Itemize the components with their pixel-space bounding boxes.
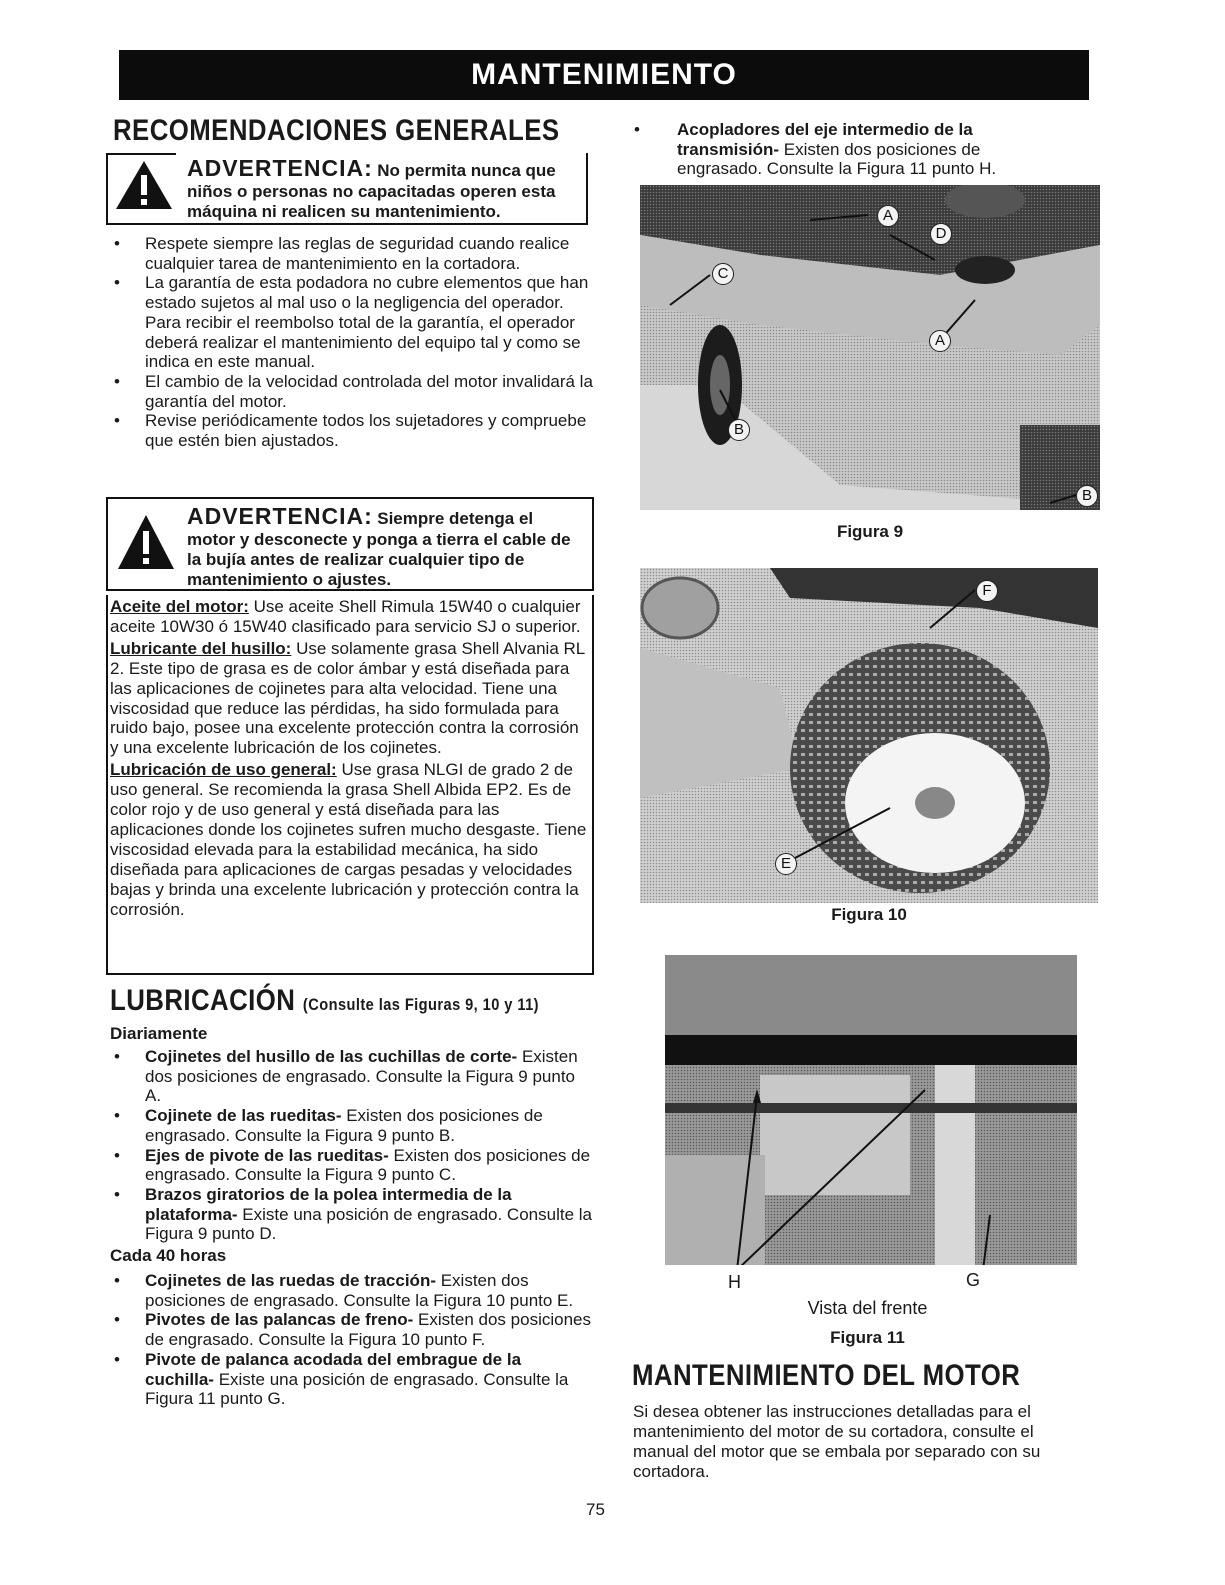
callout-a: A	[929, 330, 951, 352]
mower-deck-illustration	[640, 185, 1100, 510]
lubricant-specs-box	[106, 595, 594, 975]
list-item: • El cambio de la velocidad controlada del motor invalidará la garantía del motor.	[108, 372, 593, 411]
spindle-lube-paragraph	[108, 637, 592, 758]
callout-e: E	[775, 853, 797, 875]
callout-f: F	[976, 580, 998, 602]
list-item: • Brazos giratorios de la polea intermedia de la plataforma- Existe una posición de engrasado. Consulte la Figura 9 punto D.	[108, 1185, 593, 1244]
warning-label: ADVERTENCIA:	[187, 155, 373, 181]
callout-d: D	[930, 223, 952, 245]
list-item: • La garantía de esta podadora no cubre elementos que han estado sujetos al mal uso o la negligencia del operador. Para recibir el reembolso total de la garantía, el operador deberá realizar el mantenimiento del equipo tal y como se indica en este manual.	[108, 273, 593, 372]
general-recommendations-heading: RECOMENDACIONES GENERALES	[113, 114, 560, 147]
warning-label: ADVERTENCIA:	[187, 503, 373, 529]
warning-lead: No permita nunca que	[377, 161, 556, 180]
callout-b: B	[1076, 485, 1098, 507]
spindle-lube-label: Lubricante del husillo:	[110, 638, 292, 658]
warning-text: motor y desconecte y ponga a tierra el cable de la bujía antes de realizar cualquier tipo de mantenimiento o ajustes.	[187, 530, 571, 589]
warning-triangle-icon	[116, 513, 176, 571]
right-column-list	[628, 120, 1058, 179]
daily-lubrication-list	[108, 1047, 593, 1244]
engine-oil-paragraph	[108, 595, 592, 637]
list-item: • Cojinetes de las ruedas de tracción- Existen dos posiciones de engrasado. Consulte la Figura 10 punto E.	[108, 1271, 593, 1310]
page-number: 75	[586, 1500, 605, 1519]
figure-11-label-h: H	[728, 1272, 741, 1292]
figure-9-photo	[640, 185, 1100, 510]
warning-box-1	[106, 153, 588, 225]
general-recommendations-list	[108, 234, 593, 451]
transmission-illustration	[665, 955, 1077, 1265]
warning-triangle-icon	[114, 159, 174, 211]
figure-9-caption: Figura 9	[836, 522, 904, 541]
list-item: • Cojinetes del husillo de las cuchillas de corte- Existen dos posiciones de engrasado. Consulte la Figura 9 punto A.	[108, 1047, 593, 1106]
figure-11-subcaption: Vista del frente	[807, 1298, 928, 1318]
engine-oil-label: Aceite del motor:	[110, 597, 249, 616]
hours-lubrication-list	[108, 1271, 593, 1409]
lubrication-heading	[110, 984, 539, 1018]
callout-c: C	[712, 263, 734, 285]
list-item: • Respete siempre las reglas de seguridad cuando realice cualquier tarea de mantenimiento en la cortadora.	[108, 234, 593, 273]
engine-maintenance-heading: MANTENIMIENTO DEL MOTOR	[632, 1359, 1021, 1392]
list-item: • Cojinete de las rueditas- Existen dos posiciones de engrasado. Consulte la Figura 9 punto B.	[108, 1106, 593, 1145]
hours-subheading: Cada 40 horas	[110, 1246, 227, 1265]
figure-11-label-g: G	[966, 1270, 981, 1290]
callout-b: B	[728, 419, 750, 441]
engine-maintenance-text: Si desea obtener las instrucciones detalladas para el mantenimiento del motor de su cortadora, consulte el manual del motor que se embala por separado con su cortadora.	[633, 1402, 1041, 1481]
general-lube-text: Use grasa NLGI de grado 2 de uso general. Se recomienda la grasa Shell Albida EP2. Es de color rojo y de uso general y está diseñada para las aplicaciones donde los cojinetes sufren mucho desgaste. Tiene viscosidad elevada para la estabilidad mecánica, ha sido diseñada para aplicaciones de cargas pesadas y velocidades bajas y brinda una excelente lubricación y protección contra la corrosión.	[110, 760, 587, 919]
warning-lead: Siempre detenga el	[377, 509, 534, 528]
list-item: • Acopladores del eje intermedio de la transmisión- Existen dos posiciones de engrasado. Consulte la Figura 11 punto H.	[628, 120, 1058, 179]
lubrication-title: LUBRICACIÓN	[110, 984, 296, 1017]
daily-subheading: Diariamente	[110, 1024, 208, 1043]
general-lube-paragraph	[108, 758, 592, 919]
general-lube-label: Lubricación de uso general:	[110, 760, 337, 780]
warning-box-2	[106, 497, 594, 591]
figure-10-photo	[640, 568, 1098, 903]
engine-oil-text: Use aceite Shell Rimula 15W40 o cualquier aceite 10W30 ó 15W40 clasificado para servicio SJ o superior.	[110, 597, 581, 636]
spindle-lube-text: Use solamente grasa Shell Alvania RL 2. Este tipo de grasa es de color ámbar y está diseñada para las aplicaciones de cojinetes para alta velocidad. Tiene una viscosidad que reduce las pérdidas, ha sido formulada para ruido bajo, posee una excelente protección contra la corrosión y una excelente lubricación de los cojinetes.	[110, 638, 585, 758]
figure-11-photo	[665, 955, 1077, 1265]
list-item: • Pivote de palanca acodada del embrague de la cuchilla- Existe una posición de engrasado. Consulte la Figura 11 punto G.	[108, 1350, 593, 1409]
drive-wheel-illustration	[640, 568, 1098, 903]
section-banner: MANTENIMIENTO	[119, 50, 1089, 100]
callout-a: A	[877, 205, 899, 227]
lubrication-figure-ref: (Consulte las Figuras 9, 10 y 11)	[302, 995, 539, 1014]
warning-text: niños o personas no capacitadas operen esta máquina ni realicen su mantenimiento.	[187, 182, 556, 221]
list-item: • Ejes de pivote de las rueditas- Existen dos posiciones de engrasado. Consulte la Figura 9 punto C.	[108, 1146, 593, 1185]
figure-11-caption: Figura 11	[830, 1328, 905, 1347]
figure-10-caption: Figura 10	[831, 905, 907, 924]
list-item: • Pivotes de las palancas de freno- Existen dos posiciones de engrasado. Consulte la Figura 10 punto F.	[108, 1310, 593, 1349]
list-item: • Revise periódicamente todos los sujetadores y compruebe que estén bien ajustados.	[108, 411, 593, 450]
